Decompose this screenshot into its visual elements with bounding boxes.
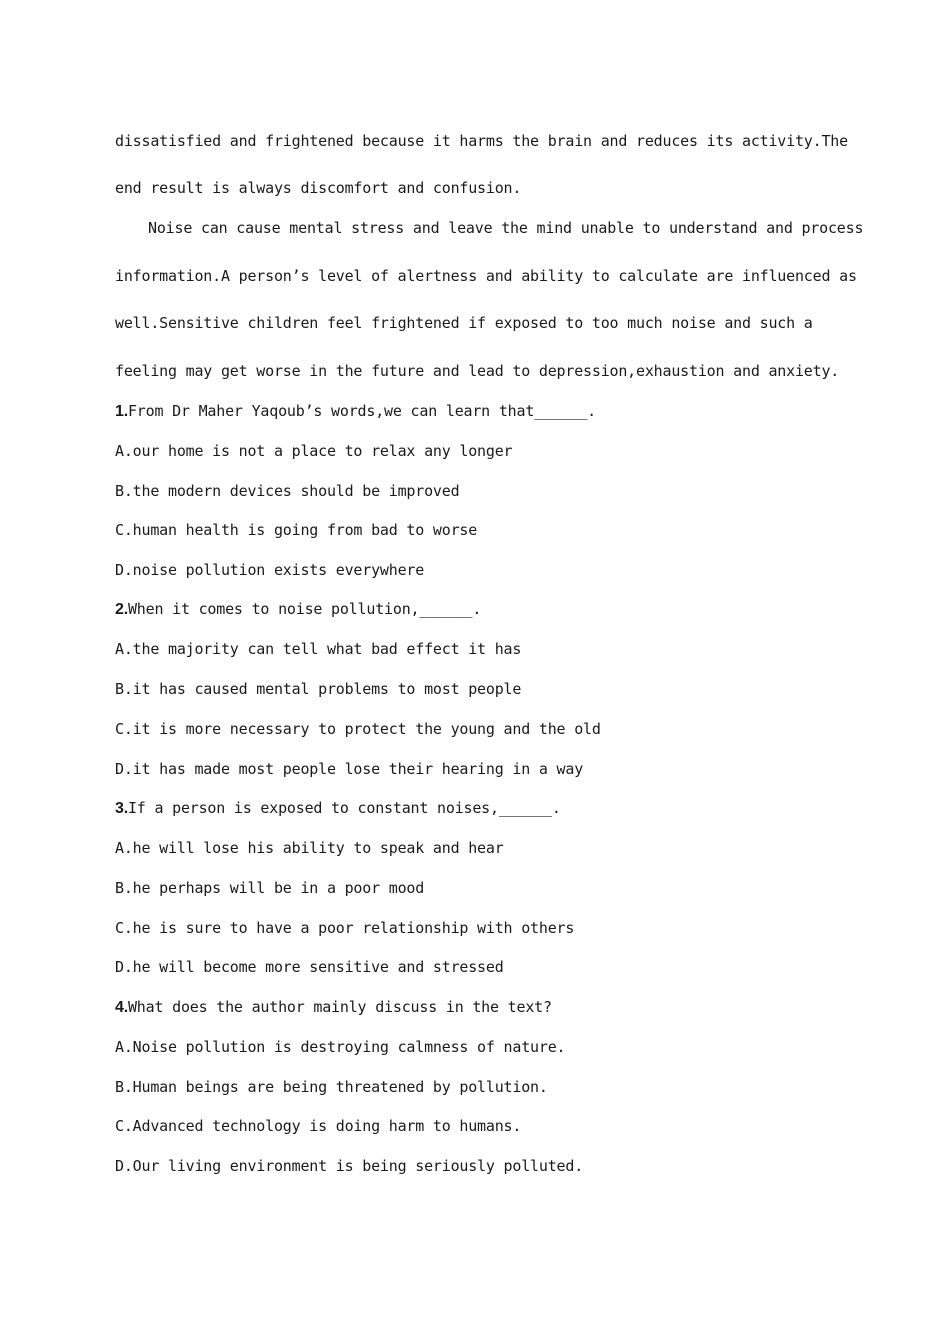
answer-option-b: B.he perhaps will be in a poor mood (115, 879, 425, 897)
question-stem (115, 401, 596, 422)
question-number: 1. (115, 403, 128, 420)
question-text: What does the author mainly discuss in the text? (127, 998, 552, 1016)
passage-line: dissatisfied and frightened because it harms the brain and reduces its activity.The (115, 132, 848, 150)
answer-option-a: A.he will lose his ability to speak and hear (115, 839, 504, 857)
answer-option-a: A.Noise pollution is destroying calmness of nature. (115, 1038, 566, 1056)
passage-paragraph-start: Noise can cause mental stress and leave the mind unable to understand and process (148, 219, 864, 237)
question-number: 3. (115, 800, 128, 817)
answer-option-c: C.human health is going from bad to worse (115, 521, 478, 539)
question-text: If a person is exposed to constant noises,______. (127, 799, 561, 817)
question-stem (115, 599, 481, 620)
passage-line: well.Sensitive children feel frightened if exposed to too much noise and such a (115, 314, 813, 332)
passage-line: information.A person’s level of alertness and ability to calculate are influenced as (115, 267, 857, 285)
answer-option-d: D.he will become more sensitive and stressed (115, 958, 504, 976)
answer-option-d: D.Our living environment is being seriously polluted. (115, 1157, 584, 1175)
passage-line: feeling may get worse in the future and lead to depression,exhaustion and anxiety. (115, 362, 840, 380)
question-stem (115, 798, 561, 819)
answer-option-a: A.the majority can tell what bad effect it has (115, 640, 522, 658)
answer-option-c: C.it is more necessary to protect the young and the old (115, 720, 601, 738)
question-number: 4. (115, 999, 128, 1016)
answer-option-b: B.the modern devices should be improved (115, 482, 460, 500)
question-text: From Dr Maher Yaqoub’s words,we can learn that______. (127, 402, 596, 420)
answer-option-a: A.our home is not a place to relax any longer (115, 442, 513, 460)
answer-option-b: B.Human beings are being threatened by pollution. (115, 1078, 548, 1096)
answer-option-c: C.Advanced technology is doing harm to humans. (115, 1117, 522, 1135)
answer-option-d: D.it has made most people lose their hearing in a way (115, 760, 584, 778)
question-text: When it comes to noise pollution,______. (127, 600, 482, 618)
passage-line: end result is always discomfort and confusion. (115, 179, 522, 197)
answer-option-c: C.he is sure to have a poor relationship with others (115, 919, 575, 937)
question-stem (115, 997, 552, 1018)
answer-option-d: D.noise pollution exists everywhere (115, 561, 425, 579)
question-number: 2. (115, 601, 128, 618)
answer-option-b: B.it has caused mental problems to most people (115, 680, 522, 698)
